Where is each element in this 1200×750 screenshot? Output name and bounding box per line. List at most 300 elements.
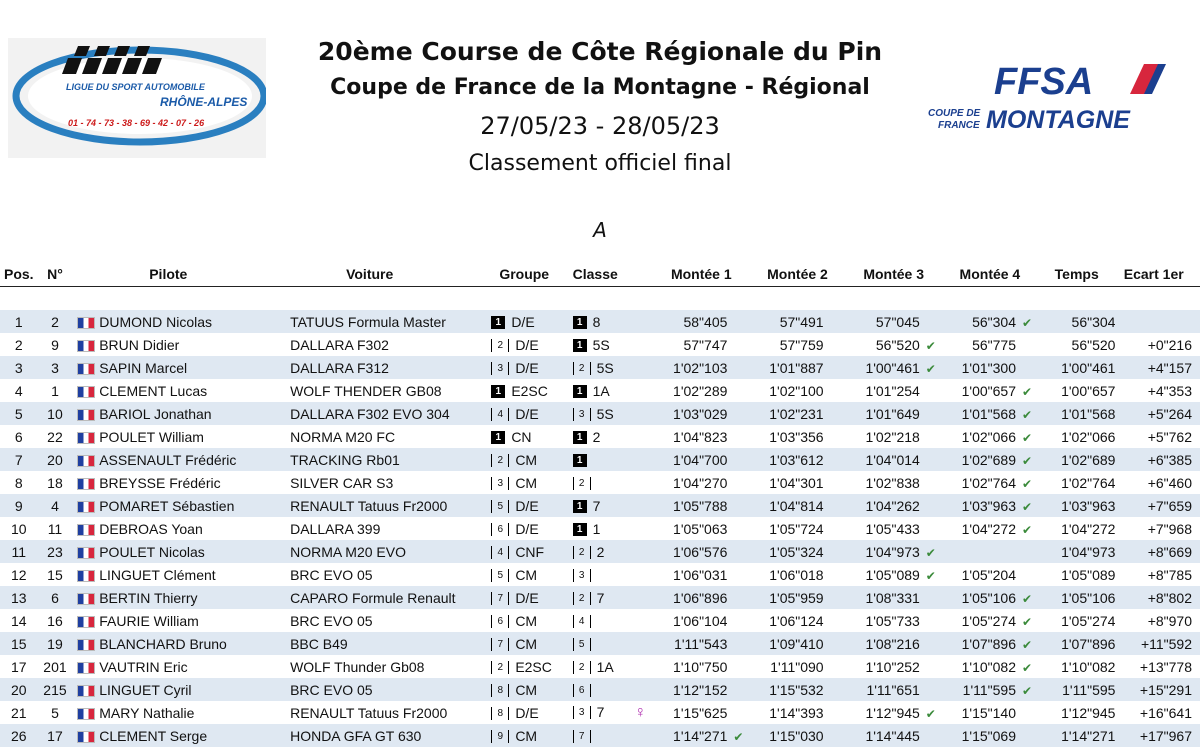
run-3-cell [846,471,942,494]
pilot-name-cell: POMARET Sébastien [99,497,235,514]
pilot-name-cell: BERTIN Thierry [99,589,198,606]
best-time-cell: 1'05"089 [1061,566,1116,583]
class-cell [573,701,654,724]
group-cell [491,517,572,540]
class-rank-badge: 2 [573,592,591,605]
group-rank-badge: 9 [491,730,509,743]
group-rank-badge: 7 [491,638,509,651]
position-cell: 12 [10,566,27,583]
run-time: 1'10"750 [673,658,728,675]
run-3-cell [846,379,942,402]
group-name: CM [515,566,538,583]
group-cell [491,655,572,678]
best-run-check-icon: ✔ [1021,499,1033,514]
run-4-cell [942,632,1038,655]
run-1-cell [653,356,749,379]
report-header [0,0,1200,240]
run-3-cell [846,402,942,425]
group-name: D/E [515,405,539,422]
col-class: Classe [572,266,618,282]
run-3-cell [846,563,942,586]
gap-cell: +7"659 [1147,497,1192,514]
col-flag [72,262,99,287]
group-cell [491,724,572,747]
table-row [0,586,1200,609]
class-cell [573,379,654,402]
run-3-cell [846,494,942,517]
class-rank-badge: 2 [573,661,591,674]
run-time: 1'00"461 [865,359,920,376]
car-model-cell: NORMA M20 EVO [290,543,406,560]
run-time: 1'05"724 [769,520,824,537]
best-time-cell: 1'01"568 [1061,405,1116,422]
group-name: D/E [515,589,539,606]
run-2-cell [749,563,845,586]
table-row [0,655,1200,678]
run-1-cell [653,655,749,678]
best-run-check-icon: ✔ [925,361,936,376]
class-cell [573,517,654,540]
run-time: 1'03"612 [769,451,824,468]
run-time: 1'03"356 [769,428,824,445]
run-time: 1'11"090 [770,658,824,675]
ffsa-brand: FFSA [994,61,1094,103]
car-model-cell: TATUUS Formula Master [290,313,446,330]
run-time: 1'10"252 [865,658,920,675]
france-flag-icon [77,455,95,467]
best-time-cell: 1'12"945 [1061,704,1116,721]
table-row [0,333,1200,356]
car-number-cell: 11 [47,520,63,537]
car-number-cell: 2 [51,313,59,330]
class-rank-badge: 1 [573,385,587,398]
run-time: 1'08"331 [865,589,920,606]
run-1-cell [653,448,749,471]
best-time-cell: 1'00"657 [1061,382,1116,399]
run-4-cell [942,724,1038,747]
run-1-cell [653,517,749,540]
logo-left-line2: RHÔNE-ALPES [160,95,248,109]
run-time: 1'11"651 [866,681,920,698]
class-rank-badge: 1 [573,500,587,513]
run-time: 1'04"700 [673,451,728,468]
run-time: 1'12"945 [865,704,920,721]
best-run-check-icon: ✔ [925,706,936,721]
group-name: CNF [515,543,545,560]
group-cell [491,586,572,609]
gap-cell [1115,310,1200,333]
run-time: 1'15"625 [673,704,728,721]
car-model-cell: DALLARA F302 [290,336,389,353]
group-cell [491,471,572,494]
run-1-cell [653,494,749,517]
championship-title: Coupe de France de la Montagne - Régional [330,75,870,100]
group-rank-badge: 2 [491,454,509,467]
class-cell [573,494,654,517]
group-name: CM [515,451,538,468]
run-time: 1'10"082 [961,658,1016,675]
car-number-cell: 23 [47,543,63,560]
table-row [0,678,1200,701]
run-time: 1'02"231 [769,405,824,422]
run-2-cell [749,471,845,494]
best-time-cell: 1'14"271 [1061,727,1116,744]
france-flag-icon [77,639,95,651]
gap-cell: +0"216 [1147,336,1192,353]
flag-cell [72,471,99,494]
class-cell [573,356,654,379]
gap-cell: +15"291 [1139,681,1192,698]
position-cell: 15 [10,635,27,652]
header-divider [0,287,1200,311]
car-number-cell: 201 [43,658,67,675]
run-3-cell [846,356,942,379]
class-cell [573,333,654,356]
table-row [0,563,1200,586]
run-2-cell [749,379,845,402]
group-name: D/E [515,520,539,537]
car-model-cell: WOLF Thunder Gb08 [290,658,425,675]
run-time: 1'05"788 [673,497,728,514]
group-cell [491,379,572,402]
group-name: CM [515,474,538,491]
car-number-cell: 215 [43,681,67,698]
class-rank-badge: 3 [573,569,591,582]
best-run-check-icon: ✔ [925,545,936,560]
group-rank-badge: 1 [491,316,505,329]
best-run-check-icon: ✔ [733,729,744,744]
run-time: 1'11"595 [962,681,1016,698]
flag-cell [72,356,99,379]
car-number-cell: 20 [47,451,63,468]
run-time: 1'03"029 [673,405,728,422]
table-row [0,609,1200,632]
class-rank-badge: 3 [573,706,591,719]
class-name: 7 [596,703,605,720]
ligue-rhone-alpes-logo [8,38,266,158]
flag-cell [72,425,99,448]
run-3-cell [846,655,942,678]
run-time: 1'06"576 [673,543,728,560]
class-name: 2 [592,428,601,445]
group-cell [491,333,572,356]
group-cell [491,494,572,517]
class-cell [573,402,654,425]
run-4-cell [942,402,1038,425]
best-time-cell: 1'11"595 [1062,681,1116,698]
car-model-cell: RENAULT Tatuus Fr2000 [290,704,448,721]
class-cell [573,448,654,471]
run-4-cell [942,448,1038,471]
run-2-cell [749,402,845,425]
france-flag-icon [77,570,95,582]
col-gap: Ecart 1er [1123,266,1184,282]
group-name: D/E [511,313,535,330]
france-flag-icon [77,731,95,743]
col-pos: Pos. [3,266,34,282]
pilot-name-cell: LINGUET Clément [99,566,216,583]
class-rank-badge: 2 [573,362,591,375]
position-cell: 17 [10,658,27,675]
class-name: 7 [596,589,605,606]
montagne-small-1: COUPE DE [928,108,981,119]
table-row [0,425,1200,448]
run-4-cell [942,701,1038,724]
best-time-cell: 1'04"973 [1061,543,1116,560]
run-time: 1'01"300 [961,359,1016,376]
flag-cell [72,609,99,632]
gap-cell: +4"157 [1147,359,1192,376]
run-time: 1'05"063 [673,520,728,537]
france-flag-icon [77,593,95,605]
class-cell [573,310,654,333]
group-rank-badge: 4 [491,408,509,421]
flag-cell [72,333,99,356]
class-cell [573,632,654,655]
france-flag-icon [77,340,95,352]
car-number-cell: 22 [47,428,63,445]
run-4-cell [942,586,1038,609]
col-car: Voiture [346,266,394,282]
car-model-cell: NORMA M20 FC [290,428,396,445]
run-time: 1'04"262 [865,497,920,514]
flag-cell [72,402,99,425]
flag-cell [72,632,99,655]
run-2-cell [749,586,845,609]
run-time: 1'14"271 [673,727,728,744]
table-row [0,494,1200,517]
position-cell: 21 [10,704,27,721]
group-name: CM [515,635,538,652]
car-model-cell: CAPARO Formule Renault [290,589,456,606]
group-name: CN [511,428,532,445]
position-cell: 5 [14,405,23,422]
run-2-cell [749,494,845,517]
car-number-cell: 18 [47,474,63,491]
gap-cell: +8"669 [1147,543,1192,560]
car-number-cell: 3 [51,359,59,376]
run-1-cell [653,724,749,747]
flag-cell [72,724,99,747]
gap-cell: +17"967 [1139,727,1192,744]
pilot-name-cell: FAURIE William [99,612,199,629]
run-3-cell [846,310,942,333]
group-cell [491,609,572,632]
results-table [0,262,1200,747]
run-3-cell [846,632,942,655]
results-body [0,310,1200,747]
pilot-name-cell: SAPIN Marcel [99,359,188,376]
run-time: 1'02"066 [961,428,1016,445]
run-1-cell [653,333,749,356]
run-time: 1'05"959 [769,589,824,606]
best-time-cell: 1'02"764 [1061,474,1116,491]
run-time: 1'01"887 [769,359,824,376]
run-4-cell [942,333,1038,356]
montagne-word: MONTAGNE [986,106,1130,134]
pilot-name-cell: MARY Nathalie [99,704,195,721]
car-model-cell: SILVER CAR S3 [290,474,394,491]
group-rank-badge: 2 [491,339,509,352]
group-rank-badge: 1 [491,431,505,444]
run-2-cell [749,678,845,701]
run-1-cell [653,471,749,494]
run-3-cell [846,609,942,632]
run-time: 1'12"152 [673,681,728,698]
run-time: 1'05"274 [961,612,1016,629]
run-3-cell [846,333,942,356]
run-1-cell [653,310,749,333]
run-2-cell [749,701,845,724]
run-2-cell [749,517,845,540]
best-run-check-icon: ✔ [1021,522,1033,537]
run-2-cell [749,632,845,655]
group-cell [491,310,572,333]
best-run-check-icon: ✔ [925,568,936,583]
class-name: 1A [596,658,614,675]
run-time: 57"491 [779,313,824,330]
group-name: E2SC [515,658,552,675]
run-time: 1'05"433 [865,520,920,537]
class-rank-badge: 1 [573,339,587,352]
table-row [0,517,1200,540]
run-3-cell [846,586,942,609]
france-flag-icon [77,662,95,674]
group-name: D/E [515,336,539,353]
group-rank-badge: 5 [491,569,509,582]
run-3-cell [846,540,942,563]
car-model-cell: WOLF THENDER GB08 [290,382,442,399]
col-num: N° [47,266,63,282]
pilot-name-cell: CLEMENT Lucas [99,382,208,399]
flag-cell [72,678,99,701]
run-4-cell [942,563,1038,586]
run-time: 57"045 [875,313,920,330]
position-cell: 7 [14,451,23,468]
run-time: 1'06"018 [769,566,824,583]
run-1-cell [653,540,749,563]
group-name: CM [515,612,538,629]
col-run3: Montée 3 [863,266,925,282]
run-time: 1'01"649 [865,405,920,422]
best-run-check-icon: ✔ [1021,660,1033,675]
class-cell [573,609,654,632]
class-cell [573,724,654,747]
run-3-cell [846,448,942,471]
pilot-name-cell: ASSENAULT Frédéric [99,451,237,468]
best-run-check-icon: ✔ [1021,407,1033,422]
run-3-cell [846,517,942,540]
col-group: Groupe [499,266,550,282]
car-model-cell: TRACKING Rb01 [290,451,400,468]
best-time-cell: 1'07"896 [1061,635,1116,652]
run-4-cell [942,471,1038,494]
table-row [0,471,1200,494]
france-flag-icon [77,524,95,536]
position-cell: 11 [11,543,27,560]
class-name: 1A [592,382,610,399]
run-time: 1'04"270 [673,474,728,491]
best-run-check-icon: ✔ [925,338,936,353]
table-row [0,724,1200,747]
france-flag-icon [77,386,95,398]
pilot-name-cell: BLANCHARD Bruno [99,635,227,652]
car-model-cell: BBC B49 [290,635,348,652]
run-time: 1'15"030 [769,727,824,744]
run-1-cell [653,563,749,586]
ffsa-montagne-logo [920,58,1180,138]
class-rank-badge: 1 [573,431,587,444]
group-rank-badge: 1 [491,385,505,398]
pilot-name-cell: POULET Nicolas [99,543,205,560]
car-number-cell: 1 [51,382,59,399]
position-cell: 9 [14,497,23,514]
best-run-check-icon: ✔ [1021,430,1033,445]
col-run4: Montée 4 [959,266,1021,282]
group-rank-badge: 6 [491,615,509,628]
class-cell [573,586,654,609]
run-time: 57"759 [779,336,824,353]
group-rank-badge: 7 [491,592,509,605]
class-rank-badge: 2 [573,546,591,559]
car-model-cell: BRC EVO 05 [290,566,373,583]
class-cell [573,655,654,678]
car-model-cell: DALLARA F312 [290,359,389,376]
run-time: 1'06"124 [769,612,824,629]
flag-cell [72,655,99,678]
best-time-cell: 1'05"274 [1061,612,1116,629]
group-cell [491,402,572,425]
run-time: 1'15"069 [961,727,1016,744]
france-flag-icon [77,363,95,375]
france-flag-icon [77,616,95,628]
run-1-cell [653,609,749,632]
run-time: 56"520 [875,336,920,353]
flag-cell [72,379,99,402]
run-time: 1'05"106 [961,589,1016,606]
run-1-cell [653,701,749,724]
position-cell: 3 [14,359,23,376]
run-time: 1'04"272 [961,520,1016,537]
run-time: 1'05"733 [865,612,920,629]
run-time: 1'04"823 [673,428,728,445]
group-cell [491,632,572,655]
run-time: 1'02"289 [673,382,728,399]
position-cell: 10 [10,520,27,537]
run-4-cell [942,517,1038,540]
best-time-cell: 1'00"461 [1061,359,1116,376]
best-time-cell: 1'04"272 [1061,520,1116,537]
run-3-cell [846,701,942,724]
report-subtitle: Classement officiel final [468,151,732,176]
gap-cell: +16"641 [1139,704,1192,721]
table-row [0,310,1200,333]
car-model-cell: RENAULT Tatuus Fr2000 [290,497,448,514]
group-name: CM [515,727,538,744]
run-time: 1'00"657 [961,382,1016,399]
table-row [0,632,1200,655]
event-dates: 27/05/23 - 28/05/23 [480,112,720,140]
france-flag-icon [77,317,95,329]
run-time: 1'03"963 [961,497,1016,514]
col-run1: Montée 1 [670,266,732,282]
run-time: 1'02"764 [961,474,1016,491]
title-block [300,36,900,184]
run-4-cell [942,540,1038,563]
group-cell [491,540,572,563]
pilot-name-cell: DUMOND Nicolas [99,313,213,330]
run-2-cell [749,540,845,563]
